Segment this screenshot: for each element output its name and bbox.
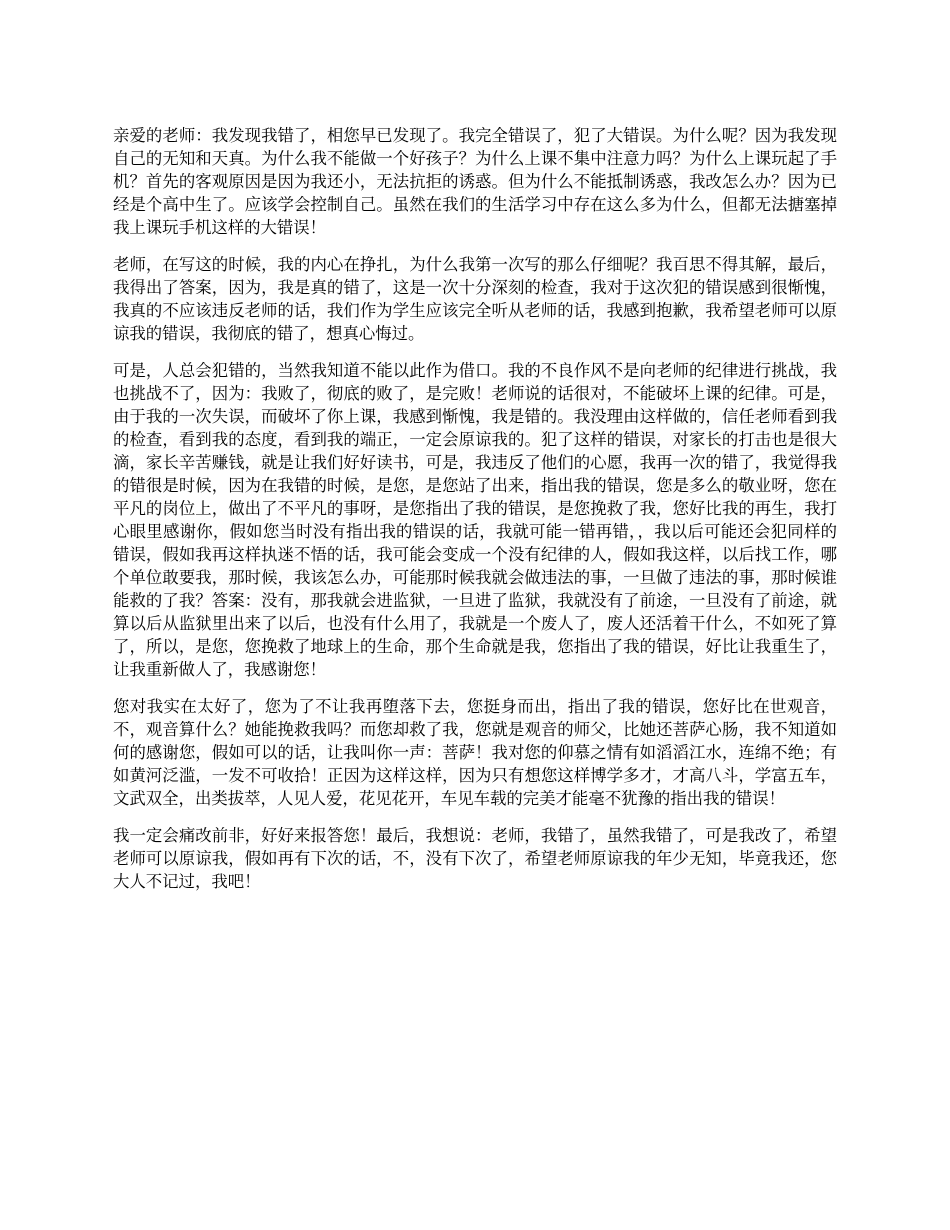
document-body [113, 124, 837, 907]
paragraph-2: 老师，在写这的时候，我的内心在挣扎，为什么我第一次写的那么仔细呢？我百思不得其解，最后，我得出了答案，因为，我是真的错了，这是一次十分深刻的检查，我对于这次犯的错误感到很惭愧，我真的不应该违反老师的话，我们作为学生应该完全听从老师的话，我感到抱歉，我希望老师可以原谅我的错误，我彻底的错了，想真心悔过。 [113, 255, 837, 343]
paragraph-1: 亲爱的老师：我发现我错了，相您早已发现了。我完全错误了，犯了大错误。为什么呢？因为我发现自己的无知和天真。为什么我不能做一个好孩子？为什么上课不集中注意力吗？为什么上课玩起了手机？首先的客观原因是因为我还小，无法抗拒的诱惑。但为什么不能抵制诱惑，我改怎么办？因为已经是个高中生了。应该学会控制自己。虽然在我们的生活学习中存在这么多为什么，但都无法搪塞掉我上课玩手机这样的大错误！ [113, 126, 837, 237]
paragraph-3: 可是，人总会犯错的，当然我知道不能以此作为借口。我的不良作风不是向老师的纪律进行挑战，我也挑战不了，因为：我败了，彻底的败了，是完败！老师说的话很对，不能破坏上课的纪律。可是，由于我的一次失误，而破坏了你上课，我感到惭愧，我是错的。我没理由这样做的，信任老师看到我的检查，看到我的态度，看到我的端正，一定会原谅我的。犯了这样的错误，对家长的打击也是很大滴，家长辛苦赚钱，就是让我们好好读书，可是，我违反了他们的心愿，我再一次的错了，我觉得我的错很是时候，因为在我错的时候，是您，是您站了出来，指出我的错误，您是多么的敬业呀，您在平凡的岗位上，做出了不平凡的事呀，是您指出了我的错误，是您挽救了我，您好比我的再生，我打心眼里感谢你，假如您当时没有指出我的错误的话，我就可能一错再错，，我以后可能还会犯同样的错误，假如我再这样执迷不悟的话，我可能会变成一个没有纪律的人，假如我这样，以后找工作，哪个单位敢要我，那时候，我该怎么办，可能那时候我就会做违法的事，一旦做了违法的事，那时候谁能救的了我？答案：没有，那我就会进监狱，一旦进了监狱，我就没有了前途，一旦没有了前途，就算以后从监狱里出来了以后，也没有什么用了，我就是一个废人了，废人还活着干什么，不如死了算了，所以，是您，您挽救了地球上的生命，那个生命就是我，您指出了我的错误，好比让我重生了，让我重新做人了，我感谢您！ [113, 361, 837, 679]
paragraph-5: 我一定会痛改前非，好好来报答您！最后，我想说：老师，我错了，虽然我错了，可是我改了，希望老师可以原谅我，假如再有下次的话，不，没有下次了，希望老师原谅我的年少无知，毕竟我还，您大人不记过，我吧！ [113, 826, 837, 891]
paragraph-4: 您对我实在太好了，您为了不让我再堕落下去，您挺身而出，指出了我的错误，您好比在世观音，不，观音算什么？她能挽救我吗？而您却救了我，您就是观音的师父，比她还菩萨心肠，我不知道如何的感谢您，假如可以的话，让我叫你一声：菩萨！我对您的仰慕之情有如滔滔江水，连绵不绝；有如黄河泛滥，一发不可收拾！正因为这样这样，因为只有想您这样博学多才，才高八斗，学富五车，文武双全，出类拔萃，人见人爱，花见花开，车见车载的完美才能毫不犹豫的指出我的错误！ [113, 697, 837, 808]
